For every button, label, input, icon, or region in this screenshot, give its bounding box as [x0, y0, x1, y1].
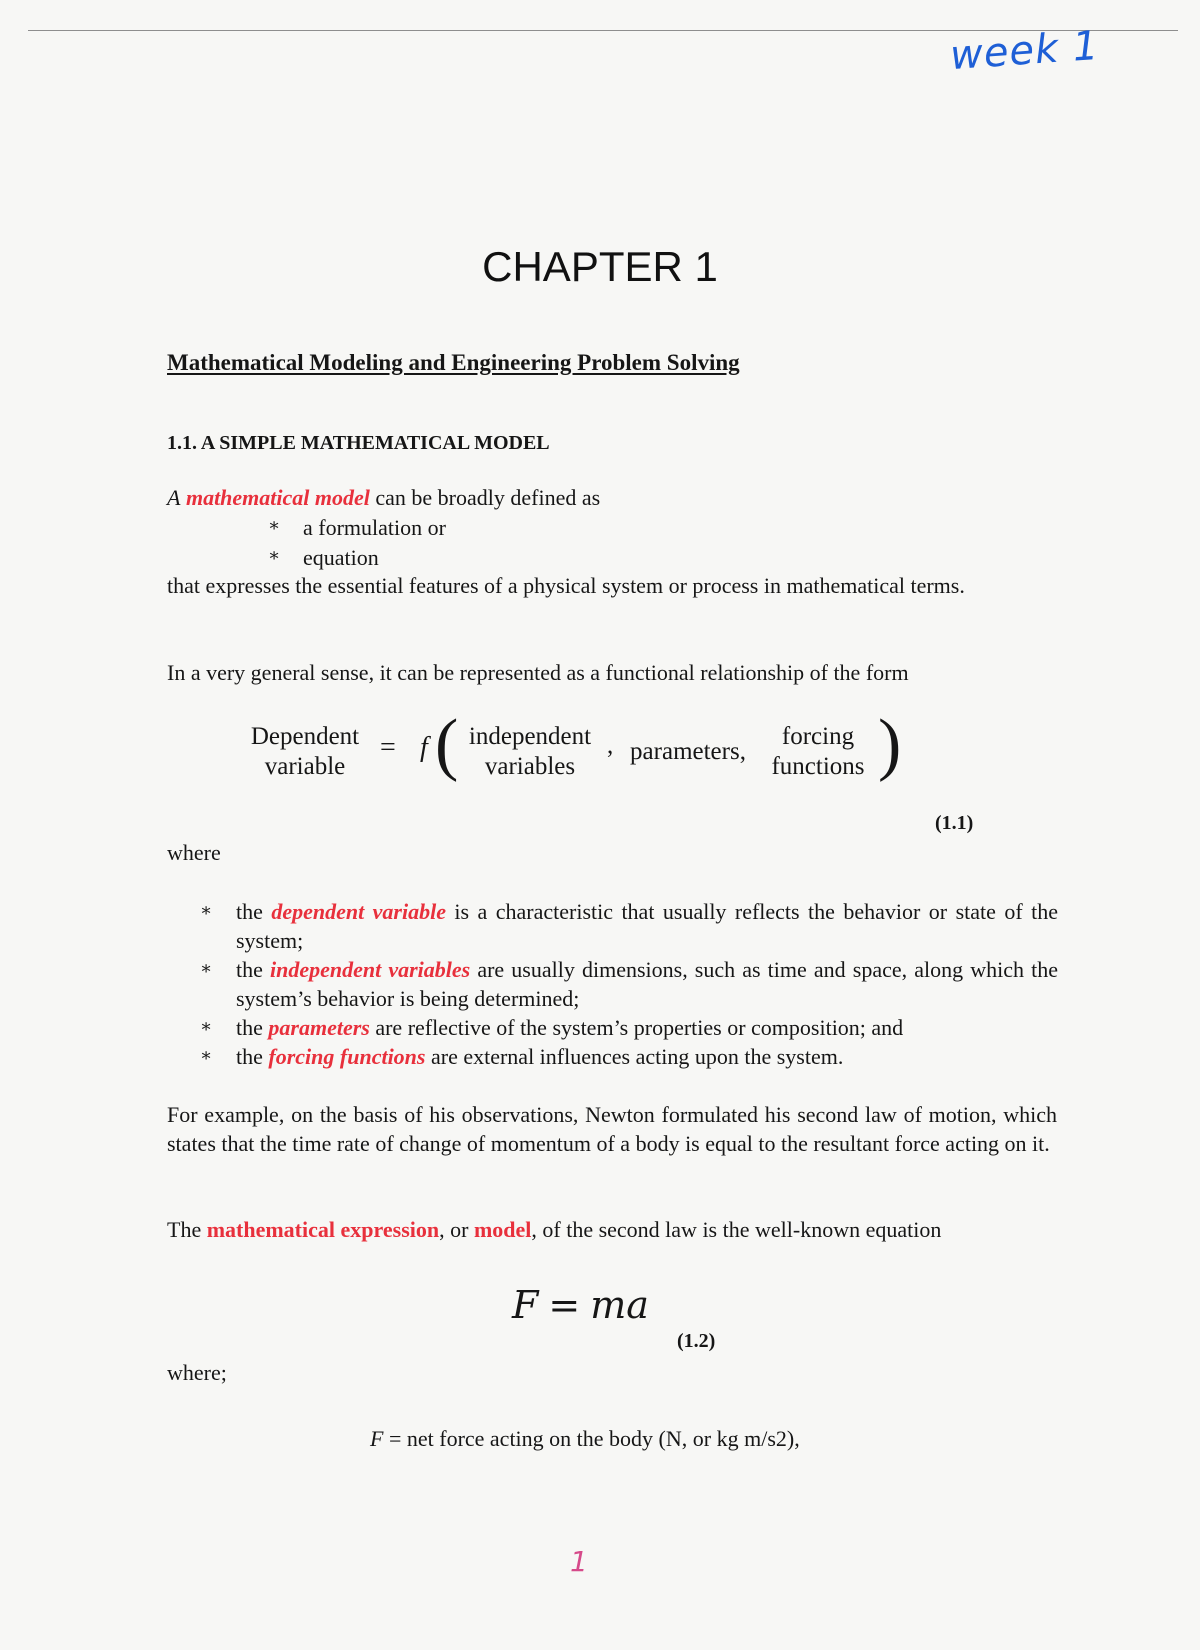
- eq-right-paren: ): [878, 706, 902, 783]
- eq-lhs-line1: Dependent: [250, 723, 360, 750]
- bullet-star: ∗: [200, 958, 213, 978]
- explanation-post: are external influences acting upon the system.: [425, 1044, 844, 1069]
- eq2-lhs: F: [512, 1283, 539, 1327]
- term-mathematical-model: mathematical model: [185, 485, 370, 510]
- explanation-post: are usually dimensions, such as time and space, along which the system’s behavior is being determined;: [236, 957, 1058, 1011]
- eq-lhs: [240, 722, 370, 782]
- eq-arg1-line1: independent: [468, 723, 592, 750]
- eq2-rhs: ma: [590, 1283, 649, 1327]
- bullet-star: ∗: [200, 900, 213, 920]
- expression-mid: , or: [439, 1217, 474, 1242]
- handwritten-page-number: 1: [570, 1545, 588, 1578]
- explanation-forcing-functions: [236, 1042, 1058, 1071]
- newton-paragraph: For example, on the basis of his observations, Newton formulated his second law of motion, which states that the time rate of change of momentum of a body is equal to the resultant force acting on it.: [167, 1102, 1057, 1156]
- general-form-intro: In a very general sense, it can be represented as a functional relationship of the form: [167, 660, 909, 685]
- term-independent-variables: independent variables: [270, 957, 471, 982]
- expression-sentence: [167, 1215, 941, 1244]
- equation-number-1-1: (1.1): [935, 812, 974, 834]
- subsection-title: 1.1. A SIMPLE MATHEMATICAL MODEL: [167, 432, 550, 454]
- equation-1-2: [512, 1283, 649, 1327]
- eq2-equals: =: [548, 1283, 581, 1327]
- explanation-pre: the: [236, 1044, 269, 1069]
- where-label-2: where;: [167, 1360, 227, 1385]
- bullet-star: ∗: [268, 545, 281, 565]
- explanation-pre: the: [236, 957, 270, 982]
- definition-article: A: [167, 485, 181, 510]
- section-title: Mathematical Modeling and Engineering Problem Solving: [167, 350, 740, 375]
- eq-arg1-line2: variables: [484, 753, 576, 780]
- term-forcing-functions: forcing functions: [268, 1044, 426, 1069]
- eq-function-f: f: [420, 732, 428, 763]
- term-model: model: [473, 1217, 532, 1242]
- explanation-independent-variables: [236, 955, 1058, 1013]
- where-label: where: [167, 840, 221, 865]
- term-dependent-variable: dependent variable: [271, 899, 446, 924]
- bullet-star: ∗: [268, 515, 281, 535]
- equation-1-1: [240, 706, 920, 790]
- definition-rest: can be broadly defined as: [369, 485, 601, 510]
- definition-item-2: equation: [303, 545, 379, 570]
- eq-comma: ,: [607, 732, 614, 759]
- eq-arg-parameters: parameters,: [630, 738, 746, 765]
- eq-left-paren: (: [435, 706, 459, 783]
- definition-item-1: a formulation or: [303, 515, 446, 540]
- explanation-post: are reflective of the system’s properties or composition; and: [369, 1015, 904, 1040]
- explanation-parameters: [236, 1013, 1058, 1042]
- explanation-pre: the: [236, 1015, 269, 1040]
- term-parameters: parameters: [268, 1015, 370, 1040]
- eq-arg3-line2: functions: [771, 753, 865, 780]
- term-mathematical-expression: mathematical expression: [206, 1217, 440, 1242]
- expression-pre: The: [167, 1217, 207, 1242]
- eq-equals: =: [380, 732, 396, 763]
- equation-number-1-2: (1.2): [677, 1330, 716, 1352]
- eq-lhs-line2: variable: [264, 753, 346, 780]
- explanation-pre: the: [236, 899, 272, 924]
- variable-symbol: F: [370, 1426, 384, 1451]
- eq-arg3-line1: forcing: [781, 723, 855, 750]
- chapter-title: CHAPTER 1: [482, 243, 718, 290]
- eq-arg-forcing: [758, 722, 878, 782]
- explanation-post: is a characteristic that usually reflects the behavior or state of the system;: [236, 899, 1058, 953]
- explanation-dependent-variable: [236, 897, 1058, 955]
- variable-definition-f: [370, 1424, 800, 1453]
- bullet-star: ∗: [200, 1016, 213, 1036]
- handwritten-week-note: week 1: [948, 22, 1101, 80]
- eq-arg-independent: [455, 722, 605, 782]
- variable-text: = net force acting on the body (N, or kg m/s2),: [383, 1426, 800, 1451]
- definition-conclusion: that expresses the essential features of a physical system or process in mathematical terms.: [167, 573, 965, 598]
- bullet-star: ∗: [200, 1045, 213, 1065]
- expression-post: , of the second law is the well-known equation: [531, 1217, 942, 1242]
- definition-line: [167, 483, 600, 512]
